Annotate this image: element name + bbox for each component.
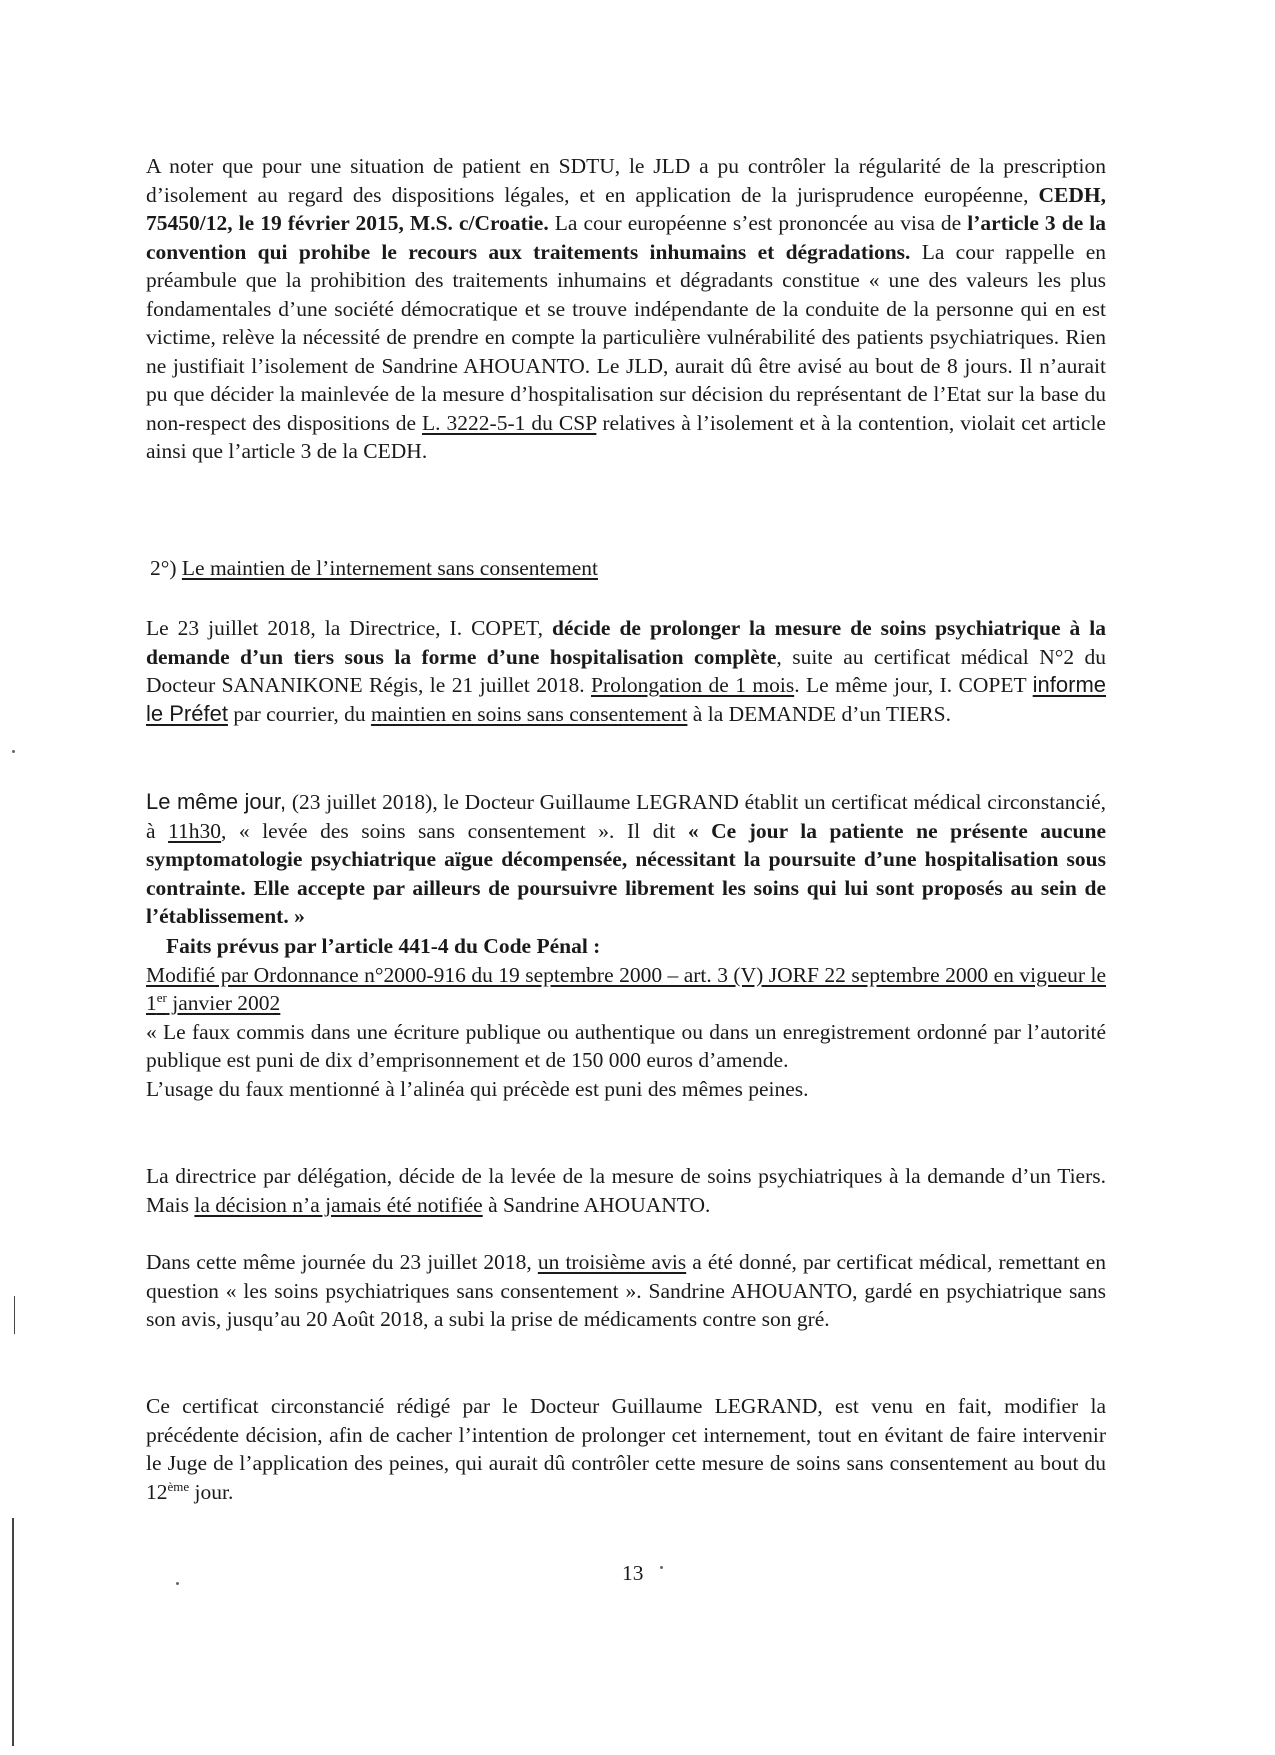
text: à la DEMANDE d’un TIERS. [687,701,951,726]
page-number: 13 [622,1561,644,1585]
underlined-reference: L. 3222-5-1 du CSP [422,410,597,435]
scan-speck [660,1566,663,1569]
text: , suite au certificat médical N°2 du Docteur SANANIKONE Régis, le 21 juillet 2018. [146,644,1106,697]
scan-speck [12,750,15,753]
section-heading [150,556,598,581]
text: relatives à l’isolement et à la contention, violait cet article ainsi que l’article 3 de la CEDH. [146,410,1106,463]
scan-edge-mark [12,1518,14,1746]
section-number: 2°) [150,556,182,580]
paragraph-troisieme-avis [146,1248,1106,1334]
text: Ce certificat circonstancié rédigé par le Docteur Guillaume LEGRAND, est venu en fait, modifier la précédente décision, afin de cacher l’intention de prolonger cet internement, tout en évitant de faire intervenir le Juge de l’application des peines, qui aurait dû contrôler cette mesure de soins sans consentement au bout du 12 [146,1394,1106,1504]
bold-article: l’article 3 de la convention qui prohibe le recours aux traitements inhumains et dégradations. [146,211,1107,264]
bold-heading: Faits prévus par l’article 441-4 du Code Pénal : [166,934,601,958]
underlined-text: maintien en soins sans consentement [370,701,688,726]
superscript: er [156,989,167,1005]
section-title: Le maintien de l’internement sans consentement [181,556,599,580]
text: . Le même jour, I. COPET [794,673,1033,697]
paragraph-levee [146,1162,1106,1219]
quote-text: L’usage du faux mentionné à l’alinéa qui précède est puni des mêmes peines. [146,1076,809,1101]
text: La cour rappelle en préambule que la prohibition des traitements inhumains et dégradants constitue « une des valeurs les plus fondamentales d’une société démocratique et se trouve indépendante de la conduite de la personne qui en est victime, relève la nécessité de prendre en compte la particulière vulnérabilité des patients psychiatriques. Rien ne justifiait l’isolement de Sandrine AHOUANTO. Le JLD, aurait dû être avisé au bout de 8 jours. Il n’aurait pu que décider la mainlevée de la mesure d’hospitalisation sur décision du représentant de l’Etat sur la base du non-respect des dispositions de [146,239,1106,435]
text: A noter que pour une situation de patient en SDTU, le JLD a pu contrôler la régularité de la prescription d’isolement au regard des dispositions légales, et en application de la jurisprudence européenne, [146,154,1106,207]
quote-text: « Le faux commis dans une écriture publique ou authentique ou dans un enregistrement ordonné par l’autorité publique est puni de dix d’emprisonnement et de 150 000 euros d’amende. [146,1019,1106,1072]
underlined-reference: janvier 2002 [166,991,281,1015]
text: jour. [189,1479,234,1504]
paragraph-cedh [146,152,1106,466]
text: par courrier, du [227,701,371,726]
paragraph-conclusion [146,1392,1106,1506]
underlined-text: Prolongation de 1 mois [591,673,795,697]
paragraph-code-penal [146,932,1106,1103]
scan-edge-mark [14,1296,15,1334]
scan-speck [176,1582,179,1585]
text: La cour européenne s’est prononcée au visa de [548,211,968,235]
underlined-reference: Modifié par Ordonnance n°2000-916 du 19 septembre 2000 – art. 3 (V) JORF 22 septembre 2000 en vigueur le 1 [146,962,1106,1015]
underlined-text: informe le Préfet [146,672,1107,726]
text: La directrice par délégation, décide de la levée de la mesure de soins psychiatriques à la demande d’un Tiers. Mais [146,1164,1106,1217]
paragraph-prolongation [146,614,1106,728]
text: (23 juillet 2018), le Docteur Guillaume LEGRAND établit un certificat médical circonstancié, à [146,790,1106,843]
text: Dans cette même journée du 23 juillet 2018, [146,1250,538,1274]
bold-decision: décide de prolonger la mesure de soins psychiatrique à la demande d’un tiers sous la forme d’une hospitalisation complète [146,616,1106,669]
underlined-text: la décision n’a jamais été notifiée [194,1192,483,1217]
text: à Sandrine AHOUANTO. [482,1192,711,1217]
underlined-text: un troisième avis [537,1250,687,1274]
paragraph-certificat [146,788,1106,931]
text: a été donné, par certificat médical, remettant en question « les soins psychiatriques sans consentement ». Sandrine AHOUANTO, gardé en psychiatrique sans son avis, jusqu’au 20 Août 2018, a subi la prise de médicaments contre son gré. [146,1250,1107,1331]
underlined-time: 11h30 [168,818,222,843]
superscript: ème [167,1478,190,1494]
text: , « levée des soins sans consentement ». Il dit [221,818,688,843]
bold-citation: CEDH, 75450/12, le 19 février 2015, M.S. c/Croatie. [146,182,1106,235]
sans-text: Le même jour, [146,789,287,814]
text: Le 23 juillet 2018, la Directrice, I. COPET, [146,616,552,640]
bold-quote: « Ce jour la patiente ne présente aucune symptomatologie psychiatrique aïgue décompensée, nécessitant la poursuite d’une hospitalisation sous contrainte. Elle accepte par ailleurs de poursuivre librement les soins qui lui sont proposés au sein de l’établissement. » [146,818,1106,928]
